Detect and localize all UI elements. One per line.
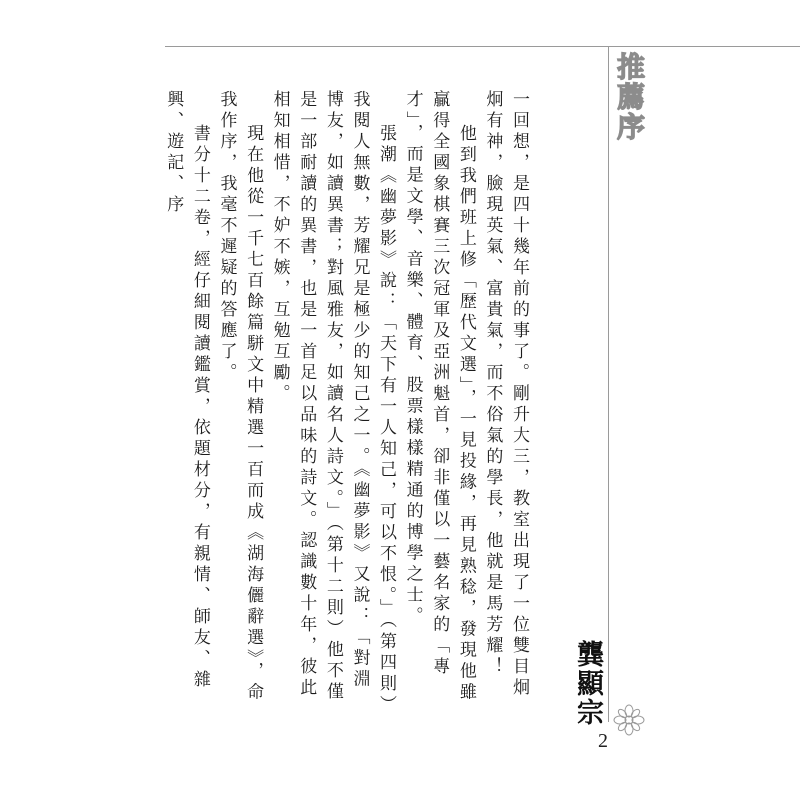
paragraph-3: 張潮《幽夢影》說：「天下有一人知己，可以不恨。」（第四則）我閱人無數，芳耀兄是極少的知己之一。《幽夢影》又說：「對淵博友，如讀異書；對風雅友，如讀名人詩文。」（第十二則）他不僅是一部耐讀的異書，也是一首足以品味的詩文。認識數十年，彼此相知相惜，不妒不嫉，互勉互勵。 [269,90,397,708]
paragraph-4: 現在他從一千七百餘篇駢文中精選一百而成《湖海儷辭選》，命我作序，我毫不遲疑的答應了。 [216,90,264,704]
preface-body [163,90,532,710]
margin-rule [608,46,609,722]
paragraph-1: 一回想，是四十幾年前的事了。剛升大三，教室出現了一位雙目炯炯有神，臉現英氣、富貴氣，而不俗氣的學長，他就是馬芳耀！ [482,90,529,699]
flower-ornament-icon [612,703,646,737]
header-rule [165,46,800,47]
author-name: 龔顯宗 [572,640,603,727]
page-number: 2 [598,730,608,752]
paragraph-2: 他到我們班上修「歷代文選」，一見投緣，再見熟稔，發現他雖贏得全國象棋賽三次冠軍及亞洲魁首，卻非僅以一藝名家的「專才」，而是文學、音樂、體育、股票樣樣精通的博學之士。 [402,90,476,704]
paragraph-5: 書分十二卷，經仔細閱讀鑑賞，依題材分，有親情、師友、雜興、遊記、序 [163,90,210,691]
running-title: 推薦序 [613,52,646,142]
